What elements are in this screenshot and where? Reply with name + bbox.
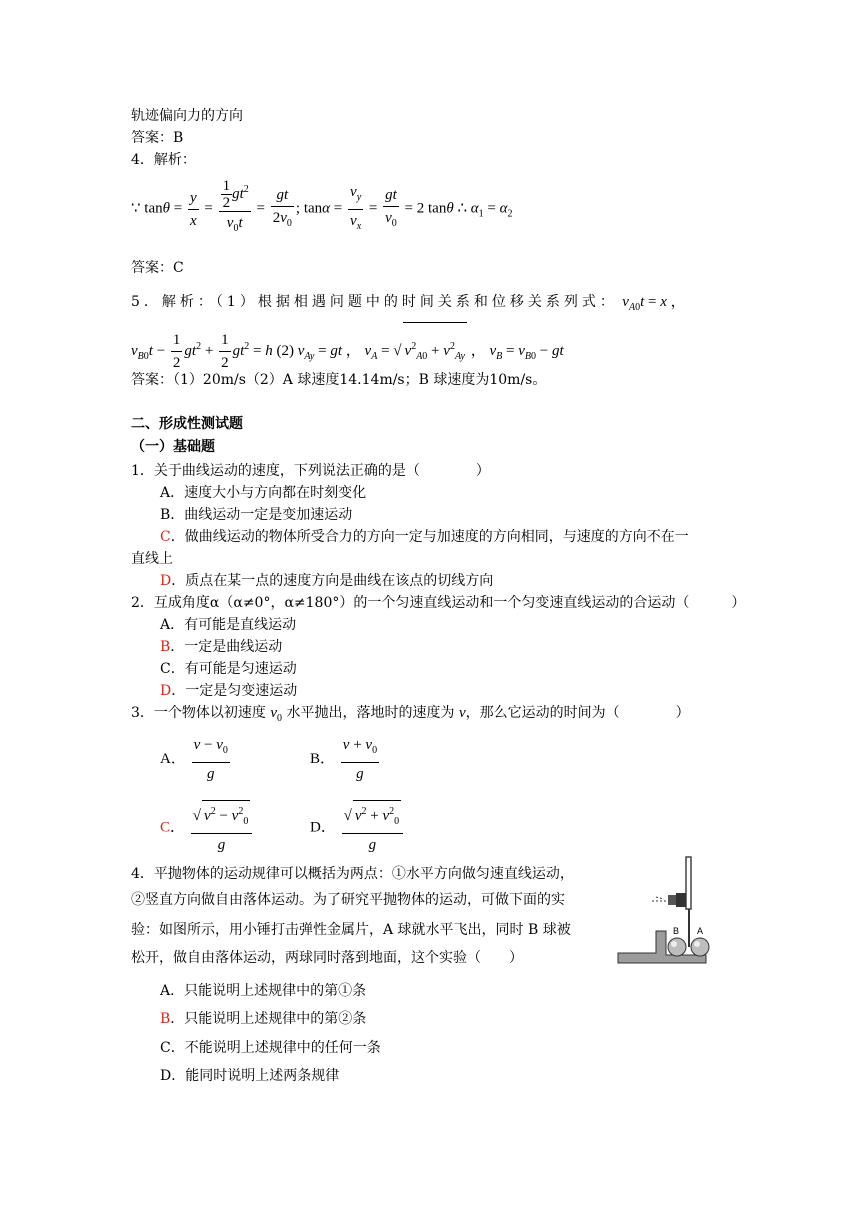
q3-option-a: A． $\frac{v - v_0}{g}$: [160, 734, 232, 785]
hammer-face: [668, 895, 676, 905]
section-subtitle: （一）基础题: [131, 439, 215, 455]
option-text: ．一定是曲线运动: [170, 639, 283, 655]
q1-stem: 1．关于曲线运动的速度，下列说法正确的是（ ）: [131, 463, 490, 479]
option-text: ．一定是匀变速运动: [171, 683, 298, 699]
q3-stem: [131, 703, 690, 729]
q3-option-c: C． $\frac{√ v^2 - v^2_0}{g}$: [160, 800, 254, 856]
option-text: ．做曲线运动的物体所受合力的方向一定与加速度的方向相同，与速度的方向不在一: [170, 529, 689, 545]
math-v0: $v_0$: [270, 705, 283, 724]
solution-text: 5．解析：（1）根据相遇问题中的时间关系和位移关系列式：: [131, 294, 618, 310]
hammer-head: [676, 893, 686, 907]
option-letter: D: [160, 573, 172, 589]
stem-text: ，那么它运动的时间为（ ）: [465, 705, 690, 721]
q1-option-a: A．速度大小与方向都在时刻变化: [160, 485, 367, 501]
solution-line: [131, 292, 686, 318]
q4-option-d: D．能同时说明上述两条规律: [160, 1068, 340, 1084]
q2-option-c: C．有可能是匀速运动: [160, 661, 297, 677]
q1-option-d: [160, 571, 493, 591]
stem-text: 3．一个物体以初速度: [131, 705, 266, 721]
ball-b: [668, 938, 686, 956]
q4-stem-line: 松开，做自由落体运动，两球同时落到地面，这个实验（ ）: [131, 950, 523, 966]
q3-option-b: B． $\frac{v + v_0}{g}$: [310, 734, 381, 785]
option-letter: A．: [160, 750, 186, 767]
ball-a-highlight: [694, 941, 700, 947]
equation-xa: $v_{A0}t = x$ ，: [622, 294, 686, 313]
equation-part-label: (2): [276, 343, 294, 359]
ball-a: [691, 938, 709, 956]
equation-tan: ∵ tanθ = $\frac{y}{x}$ = $\frac{1}{2}$ $gt^2$ $v_0t$ = $\frac{gt}{2v_0}$ ; tanα = $\frac{v_y}{v_x}$ = $\frac{gt}{v_0}$ = 2 tanθ ∴ $\alpha_1 = \alpha_2$: [131, 178, 513, 234]
label-a: A: [697, 926, 704, 936]
q4-stem-line: ②竖直方向做自由落体运动。为了研究平抛物体的运动，可做下面的实: [131, 892, 565, 908]
text-line: 轨迹偏向力的方向: [131, 108, 243, 124]
option-dot: ．: [170, 819, 186, 836]
answer-line: 答案：B: [131, 130, 184, 146]
q4-stem-line: 验：如图所示，用小锤打击弹性金属片，A 球就水平飞出，同时 B 球被: [131, 922, 571, 938]
equation-line-5: $v_{B0}t$ − $\frac{1}{2}$ $gt^2$ + $\frac{1}{2}$ $gt^2 = h$ (2) $v_{Ay}$ = gt ， $v_A$ = √ $v^2_{A0} + v^2_{Ay}$ ， $v_B = v_{B0}$ − gt: [131, 322, 564, 381]
label-b: B: [673, 926, 680, 936]
math-v: v: [458, 705, 466, 721]
answer-line: 答案：（1）20m/s（2）A 球速度14.14m/s；B 球速度为10m/s。: [131, 372, 547, 388]
q1-option-c-cont: 直线上: [131, 551, 173, 567]
q1-option-b: B．曲线运动一定是变加速运动: [160, 507, 353, 523]
option-letter: B．: [310, 750, 336, 767]
option-text: ．质点在某一点的速度方向是曲线在该点的切线方向: [171, 573, 494, 589]
motion-lines: [656, 897, 664, 899]
option-letter: B: [160, 639, 171, 655]
q2-option-a: A．有可能是直线运动: [160, 617, 297, 633]
stem-text: 水平抛出，落地时的速度为: [286, 705, 455, 721]
q4-option-b: [160, 1009, 366, 1029]
metal-plate: [688, 909, 690, 947]
q2-option-d: [160, 681, 297, 701]
answer-line: 答案：C: [131, 260, 184, 276]
section-title: 二、形成性测试题: [131, 416, 243, 432]
q3-option-d: D． $\frac{√ v^2 + v^2_0}{g}$: [310, 800, 405, 856]
option-letter: C: [160, 529, 171, 545]
option-letter: C: [160, 819, 171, 836]
experiment-figure: [616, 855, 712, 967]
option-letter: B: [160, 1011, 171, 1027]
ball-b-highlight: [671, 941, 677, 947]
option-letter: D: [160, 683, 172, 699]
q1-option-c: [160, 527, 689, 547]
hammer-handle: [686, 857, 691, 909]
solution-heading: 4．解析：: [131, 152, 196, 168]
q2-option-b: [160, 637, 282, 657]
q2-stem: 2．互成角度α（α≠0°，α≠180°）的一个匀速直线运动和一个匀变速直线运动的合运动（ ）: [131, 595, 746, 611]
q4-option-c: C．不能说明上述规律中的任何一条: [160, 1040, 381, 1056]
option-text: ．只能说明上述规律中的第②条: [170, 1011, 367, 1027]
q4-stem-line: 4．平抛物体的运动规律可以概括为两点：①水平方向做匀速直线运动，: [131, 866, 574, 882]
option-letter: D．: [310, 819, 336, 836]
q4-option-a: A．只能说明上述规律中的第①条: [160, 983, 367, 999]
